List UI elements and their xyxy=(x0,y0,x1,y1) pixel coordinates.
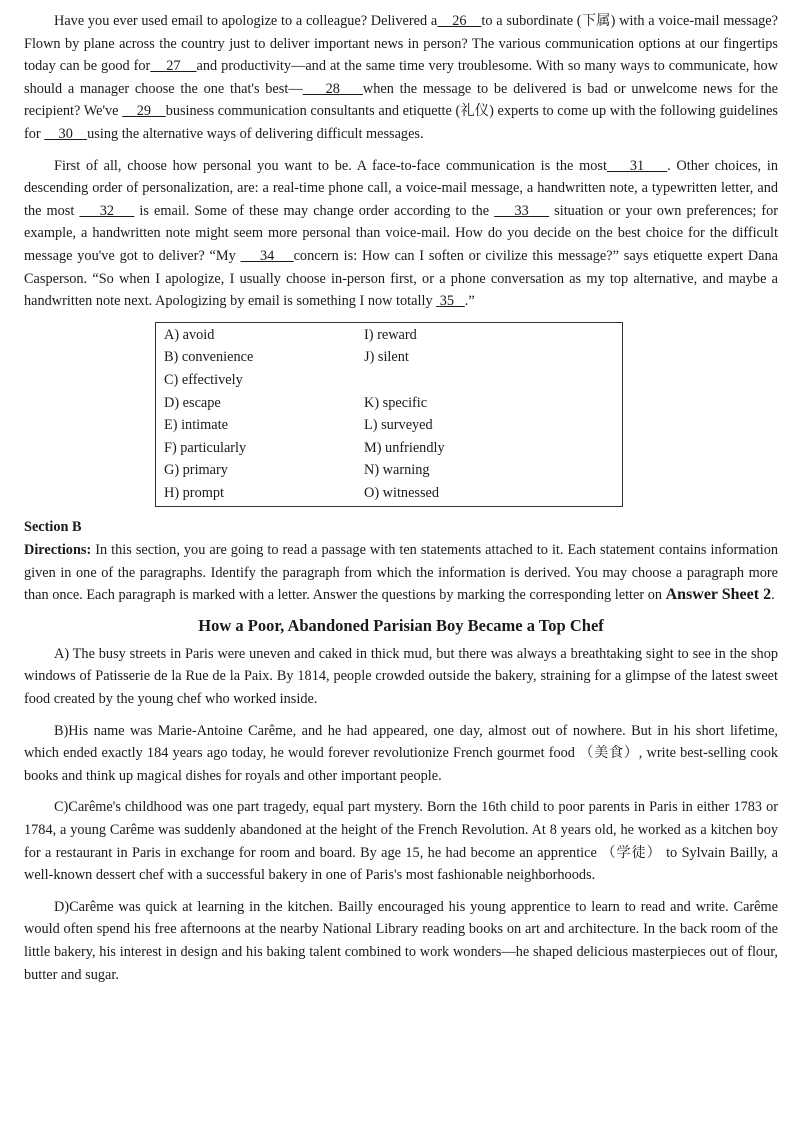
word-bank-spacer xyxy=(364,369,622,392)
blank-34: 34 xyxy=(259,247,275,264)
word-option: L) surveyed xyxy=(364,417,433,434)
word-option: C) effectively xyxy=(164,371,243,388)
passage-text: and productivity—and at the same time very troublesome. With so many ways to communicate, how should a manager choose the one that's best— xyxy=(24,58,778,97)
word-option: K) specific xyxy=(364,394,428,411)
word-bank-box xyxy=(155,322,623,508)
word-bank-right-column xyxy=(364,324,622,505)
section-b-directions xyxy=(24,539,778,607)
passage-text: situation or your own preferences; for example, a handwritten note might seem more personal than voice-mail. How do you decide on the best choice for the difficult message you've got to deliver? “My xyxy=(24,202,779,264)
word-option: N) warning xyxy=(364,462,430,479)
blank-31: 31 xyxy=(629,157,645,174)
word-option: J) silent xyxy=(364,349,409,366)
passage-text: business communication consultants and etiquette (礼仪) experts to come up with the following guidelines for xyxy=(24,103,779,142)
section-b-title: Section B xyxy=(24,519,82,536)
word-option: H) prompt xyxy=(164,484,224,501)
blank-27: 27 xyxy=(166,58,181,75)
blank-33: 33 xyxy=(514,202,529,219)
passage-text: to a subordinate (下属) with a voice-mail message? Flown by plane across the country just to deliver important news in person? The various communication options at our fingertips today can be good for xyxy=(24,13,778,75)
passage-paragraph-2 xyxy=(24,155,778,313)
blank-29: 29 xyxy=(136,103,152,120)
word-option: B) convenience xyxy=(164,349,254,366)
passage-text: First of all, choose how personal you want to be. A face-to-face communication is the most xyxy=(54,157,607,174)
answer-sheet-label: Answer Sheet 2 xyxy=(665,586,772,604)
word-bank-left-column xyxy=(164,324,364,505)
article-paragraph-c: C)Carême's childhood was one part tragedy, equal part mystery. Born the 16th child to poor parents in Paris in either 1783 or 1784, a young Carême was suddenly abandoned at the height of the French Revolution. At 8 years old, he worked as a kitchen boy for a restaurant in Paris in exchange for room and board. By age 15, he had become an apprentice （学徒） to Sylvain Bailly, a well-known dessert chef with a successful bakery in one of Paris's most fashionable neighborhoods. xyxy=(24,799,778,884)
blank-28: 28 xyxy=(325,80,340,97)
passage-text: concern is: How can I soften or civilize this message?” says etiquette expert Dana Casperson. “So when I apologize, I usually choose in-person first, or a phone conversation as my top alternative, and maybe a handwritten note next. Apologizing by email is something I now totally xyxy=(24,247,779,310)
passage-paragraph-1 xyxy=(24,10,778,146)
exam-page xyxy=(24,10,778,986)
passage-text: when the message to be delivered is bad or unwelcome news for the recipient? We've xyxy=(24,80,778,120)
passage-text: .” xyxy=(464,293,475,310)
blank-26: 26 xyxy=(452,13,467,29)
article-paragraph-a: A) The busy streets in Paris were uneven and caked in thick mud, but there was always a breathtaking sight to see in the shop windows of Patisserie de la Rue de la Paix. By 1814, people crowded outside the bakery, straining for a glimpse of the latest sweet food created by the young chef who worked inside. xyxy=(24,645,778,708)
article-paragraph-d: D)Carême was quick at learning in the kitchen. Bailly encouraged his young apprentice to learn to read and write. Carême would often spend his free afternoons at the nearby National Library reading books on art and architecture. In the back room of the little bakery, his interest in design and his baking talent combined to work wonders—he shaped delicious masterpieces out of flour, butter and sugar. xyxy=(24,898,778,983)
word-option: A) avoid xyxy=(164,326,215,343)
word-option: M) unfriendly xyxy=(364,439,445,456)
passage-text: using the alternative ways of delivering difficult messages. xyxy=(87,125,424,142)
passage-text: . Other choices, in descending order of personalization, are: a real-time phone call, a voice-mail message, a handwritten note, a typewritten letter, and the most xyxy=(24,157,778,219)
blank-32: 32 xyxy=(99,202,115,219)
article-paragraph-b: B)His name was Marie-Antoine Carême, and he had appeared, one day, almost out of nowhere. But in his short lifetime, which ended exactly 184 years ago today, he would forever revolutionize French gourmet food （美食）, write best-selling cook books and think up magical dishes for royals and other important people. xyxy=(24,722,778,784)
directions-end: . xyxy=(771,587,775,604)
word-option: E) intimate xyxy=(164,417,228,434)
article-title: How a Poor, Abandoned Parisian Boy Became a Top Chef xyxy=(198,615,604,635)
word-option: I) reward xyxy=(364,326,417,343)
directions-text: In this section, you are going to read a passage with ten statements attached to it. Each statement contains information given in one of the paragraphs. Identify the paragraph from which the information is derived. You may choose a paragraph more than once. Each paragraph is marked with a letter. Answer the questions by marking the corresponding letter on xyxy=(24,542,778,604)
word-option: D) escape xyxy=(164,394,221,411)
passage-text: is email. Some of these may change order according to the xyxy=(134,202,495,219)
blank-35: 35 xyxy=(439,293,455,310)
word-option: F) particularly xyxy=(164,439,247,456)
word-option: O) witnessed xyxy=(364,484,440,501)
passage-text: Have you ever used email to apologize to a colleague? Delivered a xyxy=(54,13,438,29)
blank-30: 30 xyxy=(58,125,73,142)
word-option: G) primary xyxy=(164,462,228,479)
directions-label: Directions: xyxy=(24,542,92,559)
